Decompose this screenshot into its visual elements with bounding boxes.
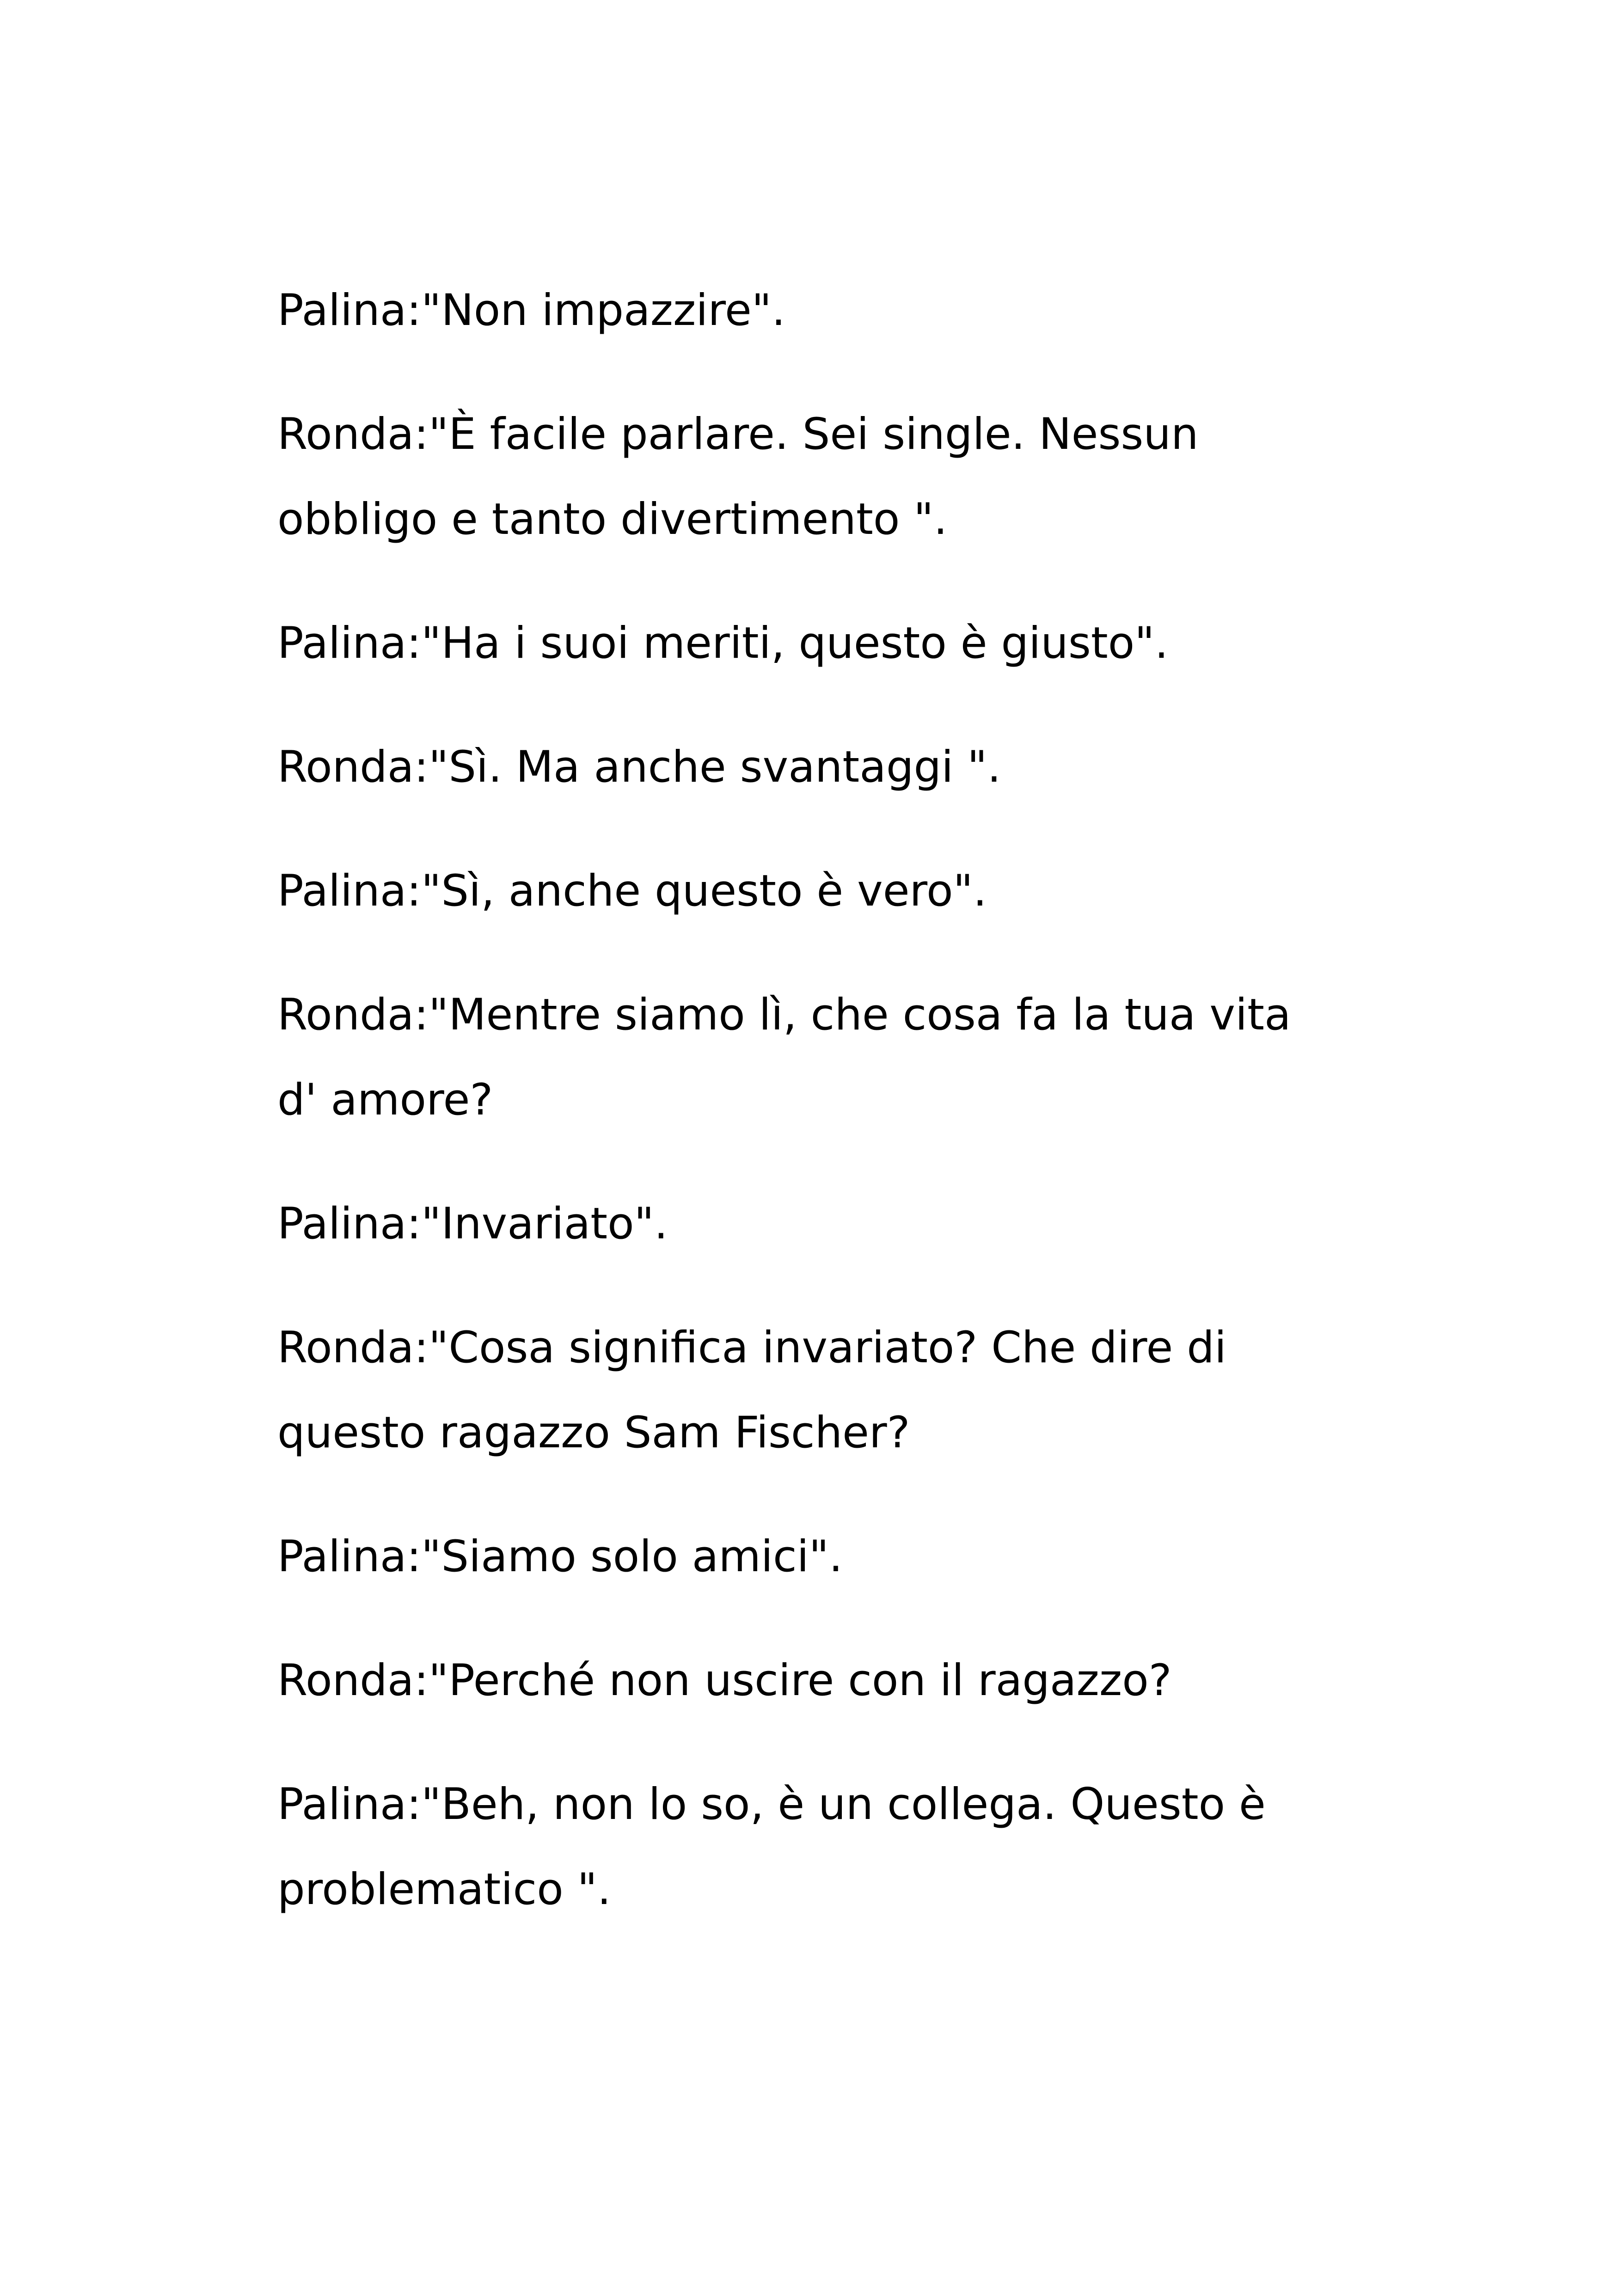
paragraph-2 (277, 392, 1387, 562)
dialogue-text (277, 268, 1387, 1971)
paragraph-7 (277, 1182, 1387, 1267)
text-line: Ronda:"È facile parlare. Sei single. Nessun (277, 409, 1199, 459)
text-line: problematico ". (277, 1864, 611, 1915)
text-line: d' amore? (277, 1075, 493, 1125)
text-line: Ronda:"Sì. Ma anche svantaggi ". (277, 742, 1001, 792)
paragraph-5 (277, 849, 1387, 934)
paragraph-10 (277, 1638, 1387, 1723)
text-line: Palina:"Sì, anche questo è vero". (277, 866, 987, 916)
text-line: Ronda:"Cosa significa invariato? Che dire di (277, 1322, 1226, 1373)
text-line: obbligo e tanto divertimento ". (277, 494, 948, 545)
text-line: Palina:"Beh, non lo so, è un collega. Questo è (277, 1779, 1266, 1830)
text-line: Palina:"Siamo solo amici". (277, 1531, 843, 1582)
paragraph-9 (277, 1514, 1387, 1599)
text-line: Palina:"Non impazzire". (277, 285, 785, 336)
paragraph-4 (277, 725, 1387, 810)
text-line: Palina:"Invariato". (277, 1199, 668, 1249)
paragraph-6 (277, 973, 1387, 1143)
text-line: questo ragazzo Sam Fischer? (277, 1408, 910, 1458)
paragraph-8 (277, 1305, 1387, 1476)
paragraph-3 (277, 601, 1387, 686)
paragraph-11 (277, 1762, 1387, 1932)
text-line: Ronda:"Perché non uscire con il ragazzo? (277, 1655, 1172, 1706)
text-line: Palina:"Ha i suoi meriti, questo è giusto". (277, 618, 1169, 668)
paragraph-1 (277, 268, 1387, 353)
text-line: Ronda:"Mentre siamo lì, che cosa fa la tua vita (277, 990, 1291, 1040)
